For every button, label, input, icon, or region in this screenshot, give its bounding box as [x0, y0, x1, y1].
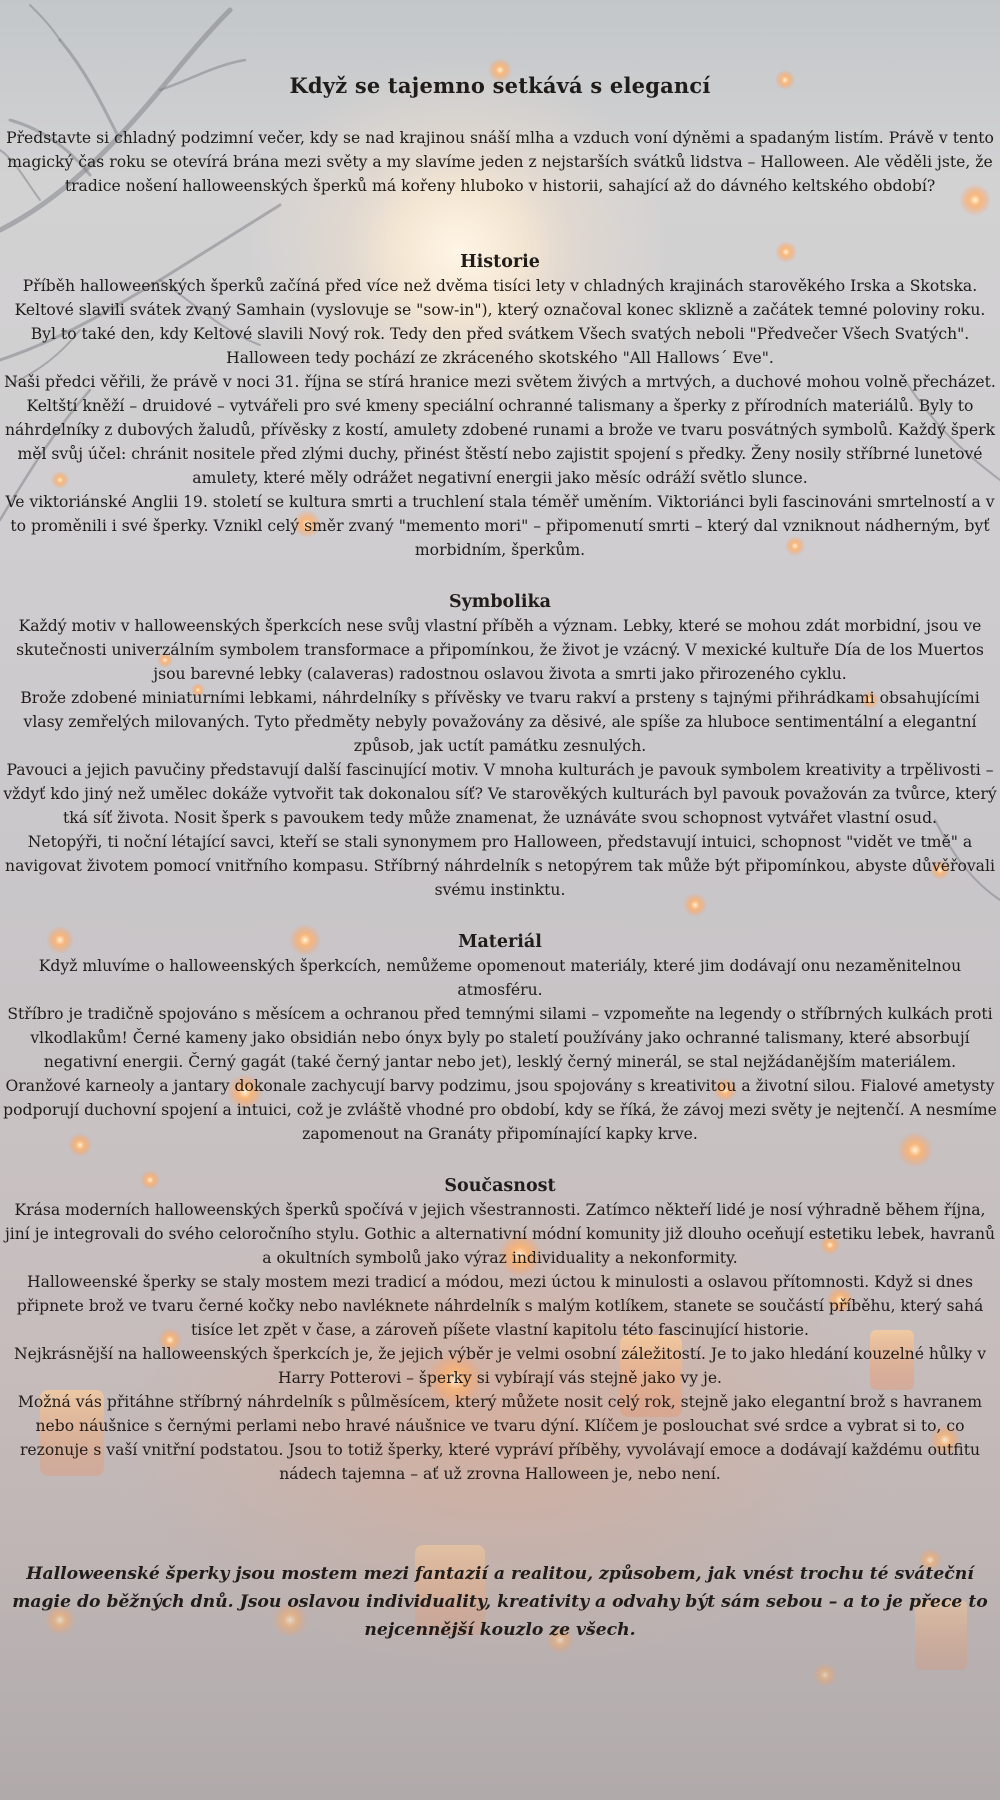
section-paragraph: Příběh halloweenských šperků začíná před více než dvěma tisíci lety v chladných krajinách starověkého Irska a Skotska. Keltové slavili svátek zvaný Samhain (vyslovuje se "sow-in"), který označoval konec sklizně a začátek temné poloviny roku. Byl to také den, kdy Keltové slavili Nový rok. Tedy den před svátkem Všech svatých neboli "Předvečer Všech Svatých". Halloween tedy pochází ze zkráceného skotského "All Hallows´ Eve".: [14, 277, 986, 367]
section-heading: Materiál: [458, 932, 542, 952]
section-paragraph: Pavouci a jejich pavučiny představují další fascinující motiv. V mnoha kulturách je pavouk symbolem kreativity a trpělivosti – vždyť kdo jiný než umělec dokáže vytvořit tak dokonalou síť? Ve starověkých kulturách byl pavouk považován za tvůrce, který tká síť života. Nosit šperk s pavoukem tedy může znamenat, že uznáváte svou schopnost vytvářet vlastní osud.: [3, 761, 997, 827]
section-paragraph: Každý motiv v halloweenských šperkcích nese svůj vlastní příběh a význam. Lebky, které se mohou zdát morbidní, jsou ve skutečnosti univerzálním symbolem transformace a připomínkou, že život je vzácný. V mexické kultuře Día de los Muertos jsou barevné lebky (calaveras) radostnou oslavou života a smrti jako přirozeného cyklu.: [16, 617, 984, 683]
intro-paragraph: Představte si chladný podzimní večer, kdy se nad krajinou snáší mlha a vzduch voní dýněmi a spadaným listím. Právě v tento magický čas roku se otevírá brána mezi světy a my slavíme jeden z nejstarších svátků lidstva – Halloween. Ale věděli jste, že tradice nošení halloweenských šperků má kořeny hluboko v historii, sahající až do dávného keltského období?: [6, 129, 994, 195]
section-paragraph: Když mluvíme o halloweenských šperkcích, nemůžeme opomenout materiály, které jim dodávají onu nezaměnitelnou atmosféru.: [38, 957, 962, 999]
section-heading: Symbolika: [449, 592, 551, 612]
page-title: Když se tajemno setkává s elegancí: [289, 73, 711, 98]
section-symbolika: [0, 589, 1000, 902]
section-historie: [0, 249, 1000, 562]
section-paragraph: Stříbro je tradičně spojováno s měsícem a ochranou před temnými silami – vzpomeňte na legendy o stříbrných kulkách proti vlkodlakům! Černé kameny jako obsidián nebo ónyx byly po staletí používány jako ochranné talismany, které absorbují negativní energii. Černý gagát (také černý jantar nebo jet), lesklý černý minerál, se stal nejžádanějším materiálem.: [7, 1005, 993, 1071]
section-paragraph: Netopýři, ti noční létající savci, kteří se stali synonymem pro Halloween, představují intuici, schopnost "vidět ve tmě" a navigovat životem pomocí vnitřního kompasu. Stříbrný náhrdelník s netopýrem tak může být připomínkou, abyste důvěřovali svému instinktu.: [5, 833, 995, 899]
section-paragraph: Oranžové karneoly a jantary dokonale zachycují barvy podzimu, jsou spojovány s kreativitou a životní silou. Fialové ametysty podporují duchovní spojení a intuici, což je zvláště vhodné pro období, kdy se říká, že závoj mezi světy je nejtenčí. A nesmíme zapomenout na Granáty připomínající kapky krve.: [3, 1077, 997, 1143]
section-paragraph: Brože zdobené miniaturními lebkami, náhrdelníky s přívěsky ve tvaru rakví a prsteny s tajnými přihrádkami obsahujícími vlasy zemřelých milovaných. Tyto předměty nebyly považovány za děsivé, ale spíše za hluboce sentimentální a elegantní způsob, jak uctít památku zesnulých.: [20, 689, 980, 755]
closing-statement: Halloweenské šperky jsou mostem mezi fantazií a realitou, způsobem, jak vnést trochu té sváteční magie do běžných dnů. Jsou oslavou individuality, kreativity a odvahy být sám sebou – a to je přece to nejcennější kouzlo ze všech.: [12, 1564, 988, 1640]
section-paragraph: Možná vás přitáhne stříbrný náhrdelník s půlměsícem, který můžete nosit celý rok, stejně jako elegantní brož s havranem nebo náušnice s černými perlami nebo hravé náušnice ve tvaru dýní. Klíčem je poslouchat své srdce a vybrat si to, co rezonuje s vaší vnitřní podstatou. Jsou to totiž šperky, které vypráví příběhy, vyvolávají emoce a dodávají každému outfitu nádech tajemna – ať už zrovna Halloween je, nebo není.: [17, 1393, 983, 1483]
section-heading: Současnost: [444, 1176, 556, 1196]
section-paragraph: Halloweenské šperky se staly mostem mezi tradicí a módou, mezi úctou k minulosti a oslavou přítomnosti. Když si dnes připnete brož ve tvaru černé kočky nebo navléknete náhrdelník s malým kotlíkem, stanete se součástí příběhu, který sahá tisíce let zpět v čase, a zároveň píšete vlastní kapitolu této fascinující historie.: [16, 1273, 984, 1339]
section-material: [0, 929, 1000, 1146]
section-paragraph: Keltští kněží – druidové – vytvářeli pro své kmeny speciální ochranné talismany a šperky z přírodních materiálů. Byly to náhrdelníky z dubových žaludů, přívěsky z kostí, amulety zdobené runami a brože ve tvaru posvátných symbolů. Každý šperk měl svůj účel: chránit nositele před zlými duchy, přinést štěstí nebo zajistit spojení s předky. Ženy nosily stříbrné lunetové amulety, které měly odrážet negativní energii jako měsíc odráží světlo slunce.: [4, 397, 996, 487]
section-paragraph: Naši předci věřili, že právě v noci 31. října se stírá hranice mezi světem živých a mrtvých, a duchové mohou volně přecházet.: [4, 373, 996, 391]
section-paragraph: Krása moderních halloweenských šperků spočívá v jejich všestrannosti. Zatímco někteří lidé je nosí výhradně během října, jiní je integrovali do svého celoročního stylu. Gothic a alternativní módní komunity již dlouho oceňují estetiku lebek, havranů a okultních symbolů jako výraz individuality a nekonformity.: [4, 1201, 996, 1267]
section-paragraph: Ve viktoriánské Anglii 19. století se kultura smrti a truchlení stala téměř uměním. Viktoriánci byli fascinováni smrtelností a v to proměnili i své šperky. Vznikl celý směr zvaný "memento mori" – připomenutí smrti – který dal vzniknout nádherným, byť morbidním, šperkům.: [5, 493, 995, 559]
section-heading: Historie: [460, 252, 540, 272]
section-soucasnost: [0, 1173, 1000, 1486]
section-paragraph: Nejkrásnější na halloweenských šperkcích je, že jejich výběr je velmi osobní záležitostí. Je to jako hledání kouzelné hůlky v Harry Potterovi – šperky si vybírají vás stejně jako vy je.: [13, 1345, 987, 1387]
